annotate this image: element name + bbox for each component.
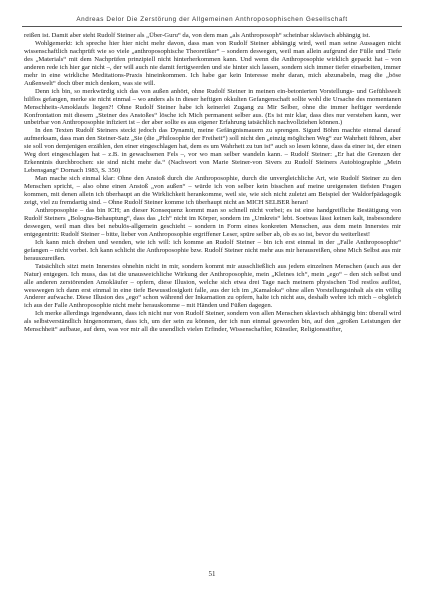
page-number: 51 — [208, 570, 216, 578]
paragraph: reißen ist. Damit aber steht Rudolf Steiner als „Über-Guru“ da, von dem man „als Anthroposoph“ scheinbar sklavisch abhängig ist. — [24, 32, 371, 39]
paragraph: Tatsächlich sitzt mein Innerstes ohnehin nicht in mir, sondern kommt mir ausschließlich aus jedem einzelnen Menschen (auch aus der Natur) entgegen. Ich muss, das ist die unausweichliche Wirkung der Anthroposophie, mein „Kleines ich“, mein „ego“ – den sich selbst und alle anderen zerstörenden Amokläufer – opfern, diese Illusion, welche sich etwa drei Tage nach meinem physischen Tod restlos auflöst, wesswegen ich dann erst einmal in eine tiefe Bewusstlosigkeit falle, aus der ich im „Kamaloka“ ohne allen Vorstellungsinhalt als ein völlig Anderer aufwache. Diese Illusion des „ego“ schon während der Inkarnation zu opfern, halte ich nicht aus, deshalb wehre ich mich – obgleich ich aus der Falle Anthroposophie nicht mehr herauskomme – mit Händen und Füßen dagegen. — [24, 262, 401, 310]
page-body — [24, 32, 401, 334]
header-divider — [22, 26, 402, 27]
paragraph: Anthroposophie – das bin ICH; an dieser Konsequenz kommt man so schnell nicht vorbei; es ist eine handgreifliche Bestätigung von Rudolf Steiners „Bologna-Behauptung“, dass das „Ich“ nicht im Körper, sondern im „Umkreis“ lebt. Soetwas lässt keinen kalt, insbesondere deswegen, weil man dies bei nebulös-allgemein geschieht – sondern in Form eines konkreten Menschen, aus dem mein Innerstes mir entgegentritt: Rudolf Steiner – bitte, lieber von Anthroposophie ergriffener Leser, spüre selber ab, ob es so ist, bevor du weiterliest! — [24, 206, 401, 238]
paragraph: Ich kann mich drehen und wenden, wie ich will: ich komme an Rudolf Steiner – bin ich erst einmal in der „Falle Anthroposophie“ gefangen – nicht vorbei. Ich kann schlicht die Anthroposophie bzw. Rudolf Steiner nicht mehr aus mir herausreißen, ohne Mich Selbst aus mir herauszureißen. — [24, 238, 401, 262]
paragraph: In den Texten Rudolf Steiners steckt jedoch das Dynamit, meine Gefängnismauern zu sprengen. Sigurd Böhm machte einmal darauf aufmerksam, dass man den Steiner-Satz „Sie (die „Philosophie der Freiheit“) soll nicht den „einzig möglichen Weg“ zur Wahrheit führen, aber sie soll von demjenigen erzählen, den einer eingeschlagen hat, dem es um Wahrheit zu tun ist“ auch so lesen könne, dass da einer ist, der einen Weg dort eingeschlagen hat – z.B. in gewachsenen Fels –, vor wo man selber wandeln kann. – Rudolf Steiner: „Er hat die Grenzen der Erkenntnis durchbrochen: sie sind nicht mehr da.“ (Nachwort von Marie Steiner-von Sivers zu Rudolf Steiners Autobiographie „Mein Lebensgang“ Dornach 1983, S. 350) — [24, 127, 401, 175]
paragraph: Wohlgemerkt: ich spreche hier hier nicht mehr davon, dass man von Rudolf Steiner abhängig wird, weil man seine Aussagen nicht wissenschaftlich nachprüft wie so viele „anthroposophische Theoretiker“ – sondern deswegen, weil man allein aufgrund der Fülle und Tiefe des „Materials“ mit dem Nachprüfen prinzipiell nicht hinterherkommen kann. Und wenn die Anthroposophie wirklich gepackt hat – von anderen rede ich hier gar nicht –, der will auch nie damit fertigwerden und sie hinter sich lassen, sondern sich immer tiefer einarbeiten, immer mehr in eine wirkliche Meditations-Praxis hineinkommen. Ich habe gar kein Interesse mehr daran, mich abzunabeln, mag die „böse Außenwelt“ doch über mich denken, was sie will. — [24, 39, 401, 87]
paragraph: Ich merke allerdings irgendwann, dass ich nicht nur von Rudolf Steiner, sondern von allen Menschen sklavisch abhängig bin: überall wird als selbstverständlich hingenommen, dass ich, um der sein zu können, der ich nun einmal geworden bin, auf den „großen Leistungen der Menschheit“ aufbaue, auf dem, was vor mir all die unendlich vielen Erfinder, Wissenschaftler, Künstler, Religionsstifter, — [24, 310, 401, 334]
running-header: Andreas Delor Die Zerstörung der Allgemeinen Anthroposophischen Gesellschaft — [76, 16, 348, 23]
paragraph: Man mache sich einmal klar: Ohne den Anstoß durch die Anthroposophie, durch die unvergleichliche Art, wie Rudolf Steiner zu den Menschen spricht, – also ohne einen Anstoß „von außen“ – würde ich von selber kein bisschen auf meine ureigensten tiefsten Fragen kommen, mit denen allein ich überhaupt an die Wirklichkeit herankomme, weil sie, wie sich nicht zuletzt am Beispiel der Waldorfpädagogik zeigt, viel zu fremdartig sind. – Ohne Rudolf Steiner komme ich überhaupt nicht an MICH SELBER heran! — [24, 175, 401, 207]
paragraph: Denn ich bin, so merkwürdig sich das von außen anhört, ohne Rudolf Steiner in meinen ein-betonierten Vorstellungs- und Gefühlswelt hilflos gefangen, merke sie nicht einmal – wo anders als in dieser heftigen okkulten Gefangenschaft sollte wohl die Ursache des momentanen Menschheits-Amoklaufs liegen?! Ohne Rudolf Steiner habe ich keinerlei Zugang zu Mir Selber, ohne die immer heftiger werdende Konfrontation mit diesem „Steiner des Anstoßes“ lösche ich Mich permanent selber aus. (Es ist mir klar, dass dies nur verstehen kann, wer unbeirbar von Anthroposophie infiziert ist – der aber sollte es aus eigener Erfahrung tatsächlich nachvollziehen können.) — [24, 87, 401, 127]
